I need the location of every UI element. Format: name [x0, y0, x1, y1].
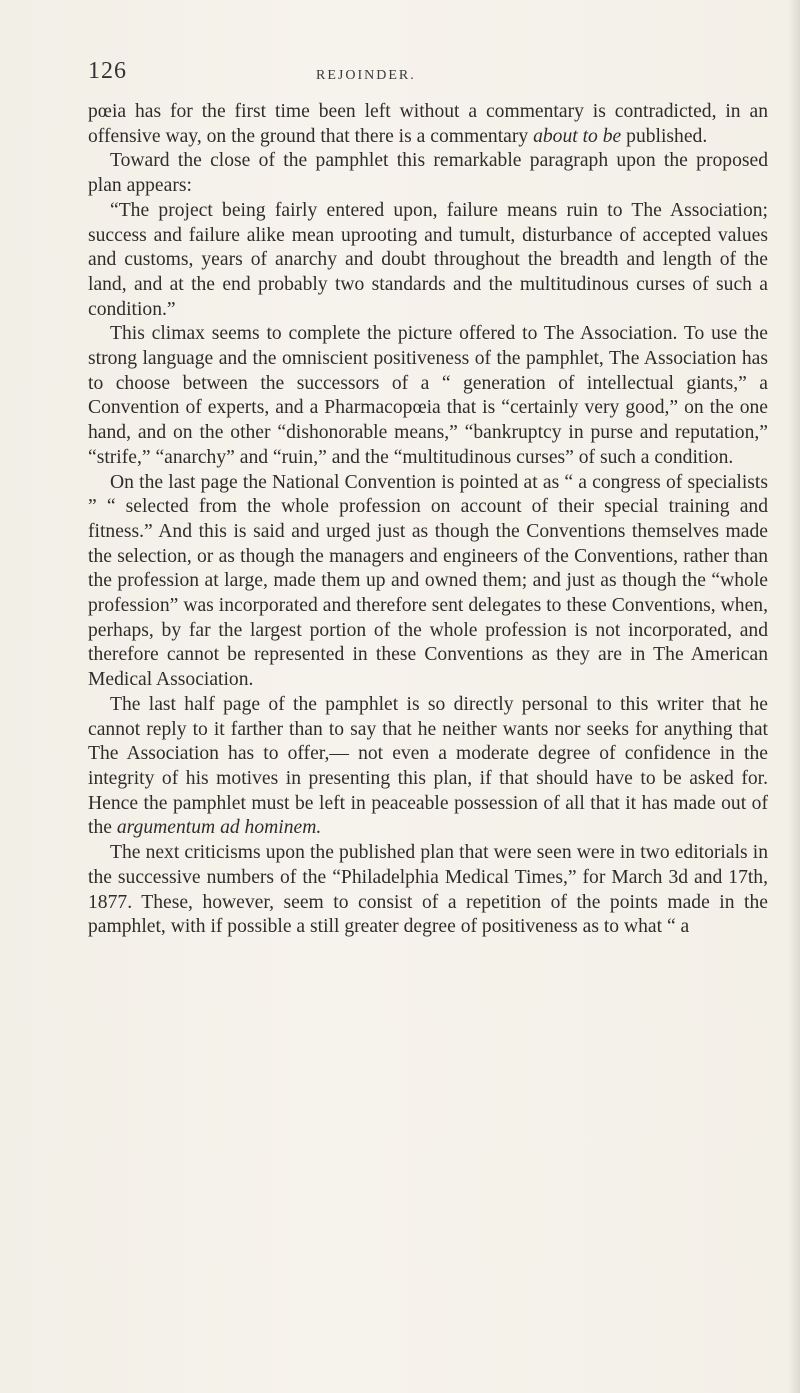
paragraph-2: Toward the close of the pamphlet this remarkable paragraph upon the proposed plan appears:: [88, 150, 768, 197]
block-quote: “The project being fairly entered upon, failure means ruin to The Association; success and failure alike mean uprooting and tumult, disturbance of accepted values and customs, years of anarchy and doubt throughout the breadth and length of the land, and at the end probably two standards and the multitudinous curses of such a condition.”: [88, 199, 768, 320]
paragraph-4: This climax seems to complete the picture offered to The Association. To use the strong language and the omniscient positiveness of the pamphlet, The Association has to choose between the successors of a “ generation of intellectual giants,” a Convention of experts, and a Pharmacopœia that is “certainly very good,” on the one hand, and on the other “dishonorable means,” “bankruptcy in purse and reputation,” “strife,” “anarchy” and “ruin,” and the “multitudinous curses” of such a condition.: [88, 323, 768, 468]
paragraph-6: The last half page of the pamphlet is so directly personal to this writer that he cannot reply to it farther than to say that he neither wants nor seeks for anything that The Association has to offer,— not even a moderate degree of confidence in the integrity of his motives in presenting this plan, if that should have to be asked for. Hence the pamphlet must be left in peaceable possession of all that it has made out of the argumentum ad hominem.: [88, 693, 768, 839]
paragraph-5: On the last page the National Convention is pointed at as “ a congress of specialists ” “ selected from the whole profession on account of their special training and fitness.” And this is said and urged just as though the Conventions themselves made the selection, or as though the managers and engineers of the Conventions, rather than the profession at large, made them up and owned them; and just as though the “whole profession” was incorporated and therefore sent delegates to these Conventions, when, perhaps, by far the largest portion of the whole profession is not incorporated, and therefore cannot be represented in these Conventions as they are in The American Medical Association.: [88, 471, 768, 691]
page-edge-shadow: [788, 0, 800, 1393]
page-number: 126: [88, 58, 127, 84]
running-title: REJOINDER.: [316, 68, 416, 83]
paragraph-1: pœia has for the first time been left without a commentary is contradicted, in an offensive way, on the ground that there is a commentary about to be published.: [88, 101, 768, 147]
paragraph-7: The next criticisms upon the published plan that were seen were in two editorials in the successive numbers of the “Philadelphia Medical Times,” for March 3d and 17th, 1877. These, however, seem to consist of a repetition of the points made in the pamphlet, with if possible a still greater degree of positiveness as to what “ a: [88, 842, 768, 938]
body-text: [88, 100, 768, 940]
